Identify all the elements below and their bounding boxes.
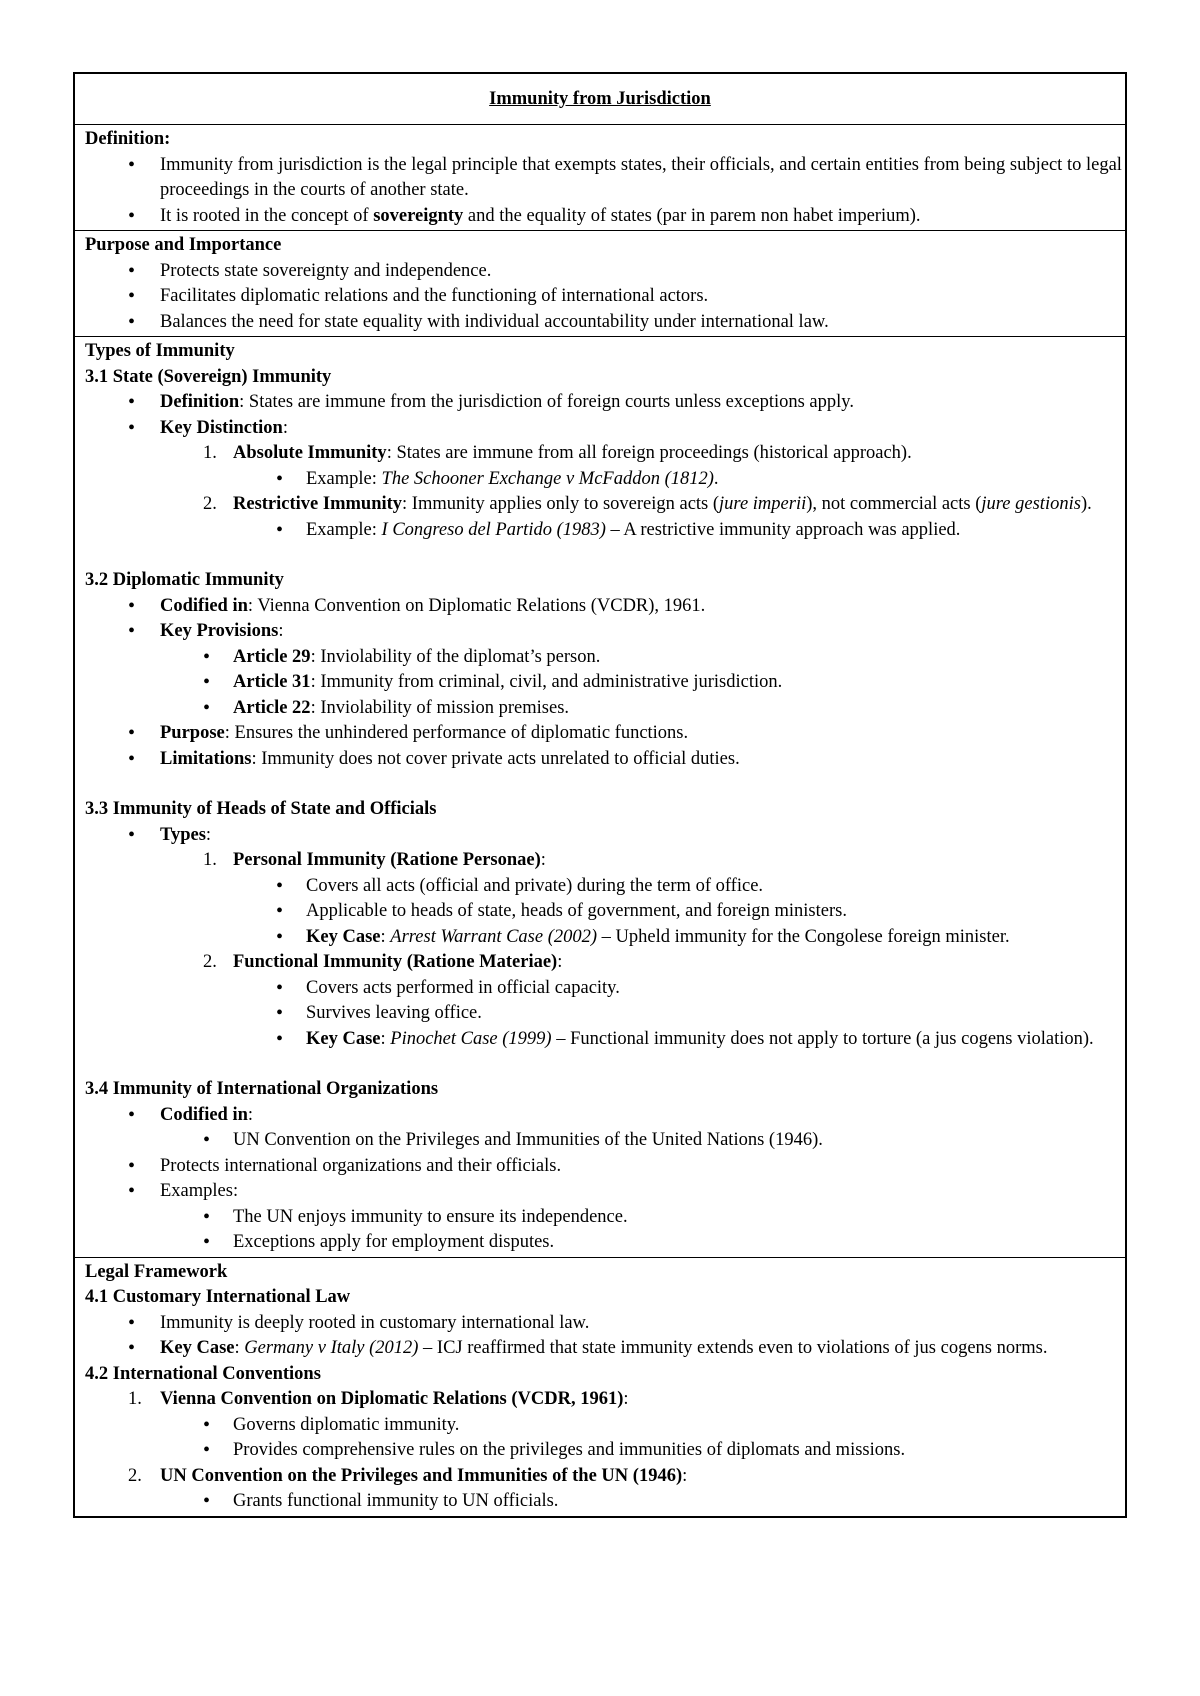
list-item: • The UN enjoys immunity to ensure its independence. <box>85 1205 1125 1231</box>
subsection-heading: 3.1 State (Sovereign) Immunity <box>85 366 332 387</box>
purpose-heading: Purpose and Importance <box>85 235 282 255</box>
list-item: • Article 31: Immunity from criminal, civil, and administrative jurisdiction. <box>85 670 1125 696</box>
purpose-section <box>75 231 1125 337</box>
list-item: • Codified in: Vienna Convention on Diplomatic Relations (VCDR), 1961. <box>85 594 1125 620</box>
list-item: • Key Case: Pinochet Case (1999) – Functional immunity does not apply to torture (a jus cogens violation). <box>85 1027 1125 1053</box>
list-item: • Survives leaving office. <box>85 1001 1125 1027</box>
document-table <box>73 72 1127 1518</box>
legal-framework-section <box>75 1258 1125 1516</box>
list-item: • Protects international organizations and their officials. <box>85 1154 1125 1180</box>
list-item: • Article 29: Inviolability of the diplomat’s person. <box>85 645 1125 671</box>
subsection-heading: 3.2 Diplomatic Immunity <box>85 570 284 590</box>
list-item: • Facilitates diplomatic relations and the functioning of international actors. <box>85 284 1125 310</box>
numbered-item: 1. Personal Immunity (Ratione Personae): <box>203 850 546 870</box>
list-item: • Exceptions apply for employment disputes. <box>85 1230 1125 1256</box>
list-item: • Provides comprehensive rules on the privileges and immunities of diplomats and missions. <box>85 1438 1125 1464</box>
types-section <box>75 337 1125 1258</box>
list-item: • Applicable to heads of state, heads of government, and foreign ministers. <box>85 899 1125 925</box>
definition-heading: Definition: <box>85 129 171 149</box>
numbered-item: 1. Absolute Immunity: States are immune from all foreign proceedings (historical approach). <box>203 443 912 463</box>
subsection-heading: 3.4 Immunity of International Organizations <box>85 1079 439 1099</box>
list-item: • Governs diplomatic immunity. <box>85 1413 1125 1439</box>
list-item: • Definition: States are immune from the jurisdiction of foreign courts unless exceptions apply. <box>85 390 1125 416</box>
list-item: • Covers acts performed in official capacity. <box>85 976 1125 1002</box>
list-item: • Key Case: Arrest Warrant Case (2002) – Upheld immunity for the Congolese foreign minister. <box>85 925 1125 951</box>
list-item: • Example: I Congreso del Partido (1983) – A restrictive immunity approach was applied. <box>85 518 1125 544</box>
list-item: • Purpose: Ensures the unhindered performance of diplomatic functions. <box>85 721 1125 747</box>
list-item: • Example: The Schooner Exchange v McFaddon (1812). <box>85 467 1125 493</box>
numbered-item: 2. Functional Immunity (Ratione Materiae): <box>203 952 563 972</box>
numbered-item: 2. UN Convention on the Privileges and Immunities of the UN (1946): <box>128 1465 688 1486</box>
numbered-item: 2. Restrictive Immunity: Immunity applies only to sovereign acts (jure imperii), not commercial acts (jure gestionis). <box>203 494 1092 514</box>
list-item: • Immunity from jurisdiction is the legal principle that exempts states, their officials, and certain entities from being subject to legal proceedings in the courts of another state. <box>85 153 1125 204</box>
document-title: Immunity from Jurisdiction <box>75 74 1125 125</box>
list-item: • Limitations: Immunity does not cover private acts unrelated to official duties. <box>85 747 1125 773</box>
list-item: • Key Distinction: <box>85 416 1125 442</box>
list-item: • Key Case: Germany v Italy (2012) – ICJ reaffirmed that state immunity extends even to violations of jus cogens norms. <box>85 1336 1125 1362</box>
list-item: • Codified in: <box>85 1103 1125 1129</box>
list-item: • Article 22: Inviolability of mission premises. <box>85 696 1125 722</box>
subsection-heading: 3.3 Immunity of Heads of State and Officials <box>85 799 437 819</box>
numbered-item: 1. Vienna Convention on Diplomatic Relations (VCDR, 1961): <box>128 1389 629 1409</box>
list-item: • Examples: <box>85 1179 1125 1205</box>
list-item: • Protects state sovereignty and independence. <box>85 259 1125 285</box>
list-item: • Types: <box>85 823 1125 849</box>
list-item: • Key Provisions: <box>85 619 1125 645</box>
definition-section <box>75 125 1125 231</box>
legal-heading: Legal Framework <box>85 1261 228 1282</box>
list-item: • It is rooted in the concept of sovereignty and the equality of states (par in parem non habet imperium). <box>85 204 1125 230</box>
subsection-heading: 4.2 International Conventions <box>85 1363 321 1384</box>
subsection-heading: 4.1 Customary International Law <box>85 1287 351 1307</box>
list-item: • Balances the need for state equality with individual accountability under international law. <box>85 310 1125 336</box>
list-item: • Immunity is deeply rooted in customary international law. <box>85 1311 1125 1337</box>
list-item: • UN Convention on the Privileges and Immunities of the United Nations (1946). <box>85 1128 1125 1154</box>
list-item: • Covers all acts (official and private) during the term of office. <box>85 874 1125 900</box>
list-item: • Grants functional immunity to UN officials. <box>85 1489 1125 1515</box>
types-heading: Types of Immunity <box>85 341 235 361</box>
